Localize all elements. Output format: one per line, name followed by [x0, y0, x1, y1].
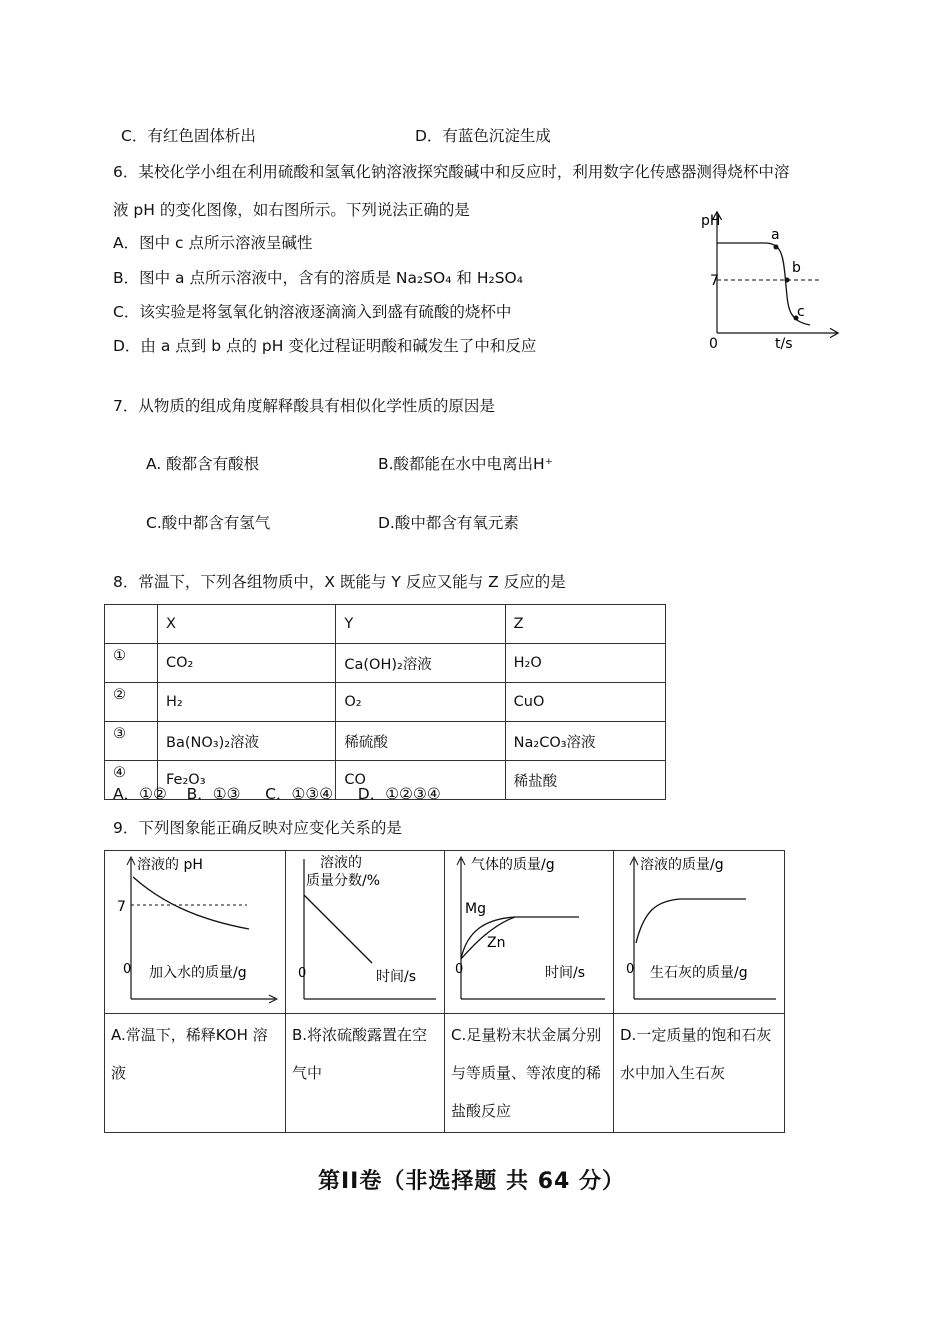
q9-graph-d-x-label: 生石灰的质量/g — [650, 965, 748, 981]
q7-stem: 7．从物质的组成角度解释酸具有相似化学性质的原因是 — [113, 397, 495, 415]
q9-graph-c-mg-label: Mg — [465, 901, 486, 917]
q9-graph-c-x-label: 时间/s — [545, 965, 586, 981]
q9-graph-c-origin: 0 — [455, 962, 464, 977]
table-row — [105, 683, 666, 722]
table-cell: Na₂CO₃溶液 — [505, 722, 665, 761]
q9-stem: 9．下列图象能正确反映对应变化关系的是 — [113, 819, 402, 837]
q6-point-b — [785, 278, 790, 283]
q6-label-b: b — [792, 260, 801, 276]
q9-graph-d-curve — [636, 899, 746, 943]
q9-graph-a-x-label: 加入水的质量/g — [149, 965, 247, 981]
section-title: 第II卷（非选择题 共 64 分） — [318, 1169, 625, 1194]
q8-table — [104, 604, 666, 800]
q8-stem: 8．常温下，下列各组物质中，X 既能与 Y 反应又能与 Z 反应的是 — [113, 573, 566, 591]
q9-graph-a-curve — [133, 877, 249, 929]
q8-answers: A．①② B．①③ C．①③④ D．①②③④ — [113, 785, 441, 803]
q9-graph-b-cell — [286, 851, 445, 1014]
q9-graph-b-y-label-1: 溶液的 — [320, 855, 362, 871]
table-cell: 稀盐酸 — [505, 761, 665, 800]
q5-option-c: C．有红色固体析出 — [121, 127, 256, 145]
q9-graph-a-origin: 0 — [123, 962, 132, 977]
q9-graph-c — [445, 851, 613, 1009]
q9-graph-c-mg-curve — [461, 917, 579, 959]
q9-graph-b-x-label: 时间/s — [376, 969, 417, 985]
q9-caption-c: C.足量粉末状金属分别与等质量、等浓度的稀盐酸反应 — [445, 1014, 614, 1133]
q6-label-c: c — [797, 304, 805, 320]
table-header-cell: Y — [336, 605, 505, 644]
table-cell: Ca(OH)₂溶液 — [336, 644, 505, 683]
table-cell: ④ — [105, 761, 158, 800]
table-cell: ① — [105, 644, 158, 683]
table-cell: Ba(NO₃)₂溶液 — [158, 722, 336, 761]
q9-graph-a-cell — [105, 851, 286, 1014]
q9-graph-b — [286, 851, 444, 1009]
q6-option-b: B．图中 a 点所示溶液中，含有的溶质是 Na₂SO₄ 和 H₂SO₄ — [113, 269, 523, 287]
q7-option-a: A. 酸都含有酸根 — [146, 455, 260, 473]
q9-graph-d-y-label: 溶液的质量/g — [640, 857, 724, 873]
q9-graph-d — [614, 851, 784, 1009]
q6-stem-line2: 液 pH 的变化图像，如右图所示。下列说法正确的是 — [113, 201, 470, 219]
q9-graph-c-cell — [445, 851, 614, 1014]
q7-option-d: D.酸中都含有氧元素 — [378, 514, 519, 532]
q9-caption-a: A.常温下，稀释KOH 溶液 — [105, 1014, 286, 1133]
q9-graph-b-line — [304, 895, 372, 963]
table-cell: O₂ — [336, 683, 505, 722]
q7-option-c: C.酸中都含有氢气 — [146, 514, 271, 532]
q6-stem-line1: 6．某校化学小组在利用硫酸和氢氧化钠溶液探究酸碱中和反应时，利用数字化传感器测得烧杯中溶 — [113, 163, 790, 181]
q9-graph-b-y-label-2: 质量分数/% — [306, 873, 381, 889]
table-cell: Fe₂O₃ — [158, 761, 336, 800]
q9-graph-table — [104, 850, 785, 1133]
q9-graph-a-y-label: 溶液的 pH — [137, 857, 203, 873]
q9-caption-b: B.将浓硫酸露置在空气中 — [286, 1014, 445, 1133]
table-cell: H₂O — [505, 644, 665, 683]
q9-graph-a-seven: 7 — [117, 899, 126, 915]
q9-caption-d: D.一定质量的饱和石灰水中加入生石灰 — [614, 1014, 785, 1133]
table-cell: CO — [336, 761, 505, 800]
q9-graph-c-y-label: 气体的质量/g — [471, 857, 555, 873]
table-cell: CO₂ — [158, 644, 336, 683]
table-header-row — [105, 605, 666, 644]
q6-option-a: A．图中 c 点所示溶液呈碱性 — [113, 234, 313, 252]
q9-graph-d-origin: 0 — [626, 962, 635, 977]
table-header-cell — [105, 605, 158, 644]
q9-graph-c-zn-label: Zn — [487, 935, 506, 951]
table-header-cell: Z — [505, 605, 665, 644]
q6-point-a — [774, 245, 779, 250]
q7-option-b: B.酸都能在水中电离出H⁺ — [378, 455, 553, 473]
q6-option-c: C．该实验是将氢氧化钠溶液逐滴滴入到盛有硫酸的烧杯中 — [113, 303, 512, 321]
q6-x-label: t/s — [775, 336, 793, 352]
q9-graph-d-cell — [614, 851, 785, 1014]
table-header-cell: X — [158, 605, 336, 644]
q6-option-d: D．由 a 点到 b 点的 pH 变化过程证明酸和碱发生了中和反应 — [113, 337, 537, 355]
table-cell: CuO — [505, 683, 665, 722]
q9-graph-a — [105, 851, 285, 1009]
q9-graph-b-origin: 0 — [298, 966, 307, 981]
q6-y-label: pH — [701, 213, 721, 229]
q6-seven-label: 7 — [710, 273, 719, 289]
table-cell: 稀硫酸 — [336, 722, 505, 761]
table-row — [105, 644, 666, 683]
q5-option-d: D．有蓝色沉淀生成 — [415, 127, 551, 145]
table-cell: H₂ — [158, 683, 336, 722]
q6-origin-label: 0 — [709, 336, 718, 352]
table-cell: ② — [105, 683, 158, 722]
table-cell: ③ — [105, 722, 158, 761]
q6-ph-graph — [695, 205, 845, 355]
table-row — [105, 722, 666, 761]
q6-label-a: a — [771, 227, 780, 243]
